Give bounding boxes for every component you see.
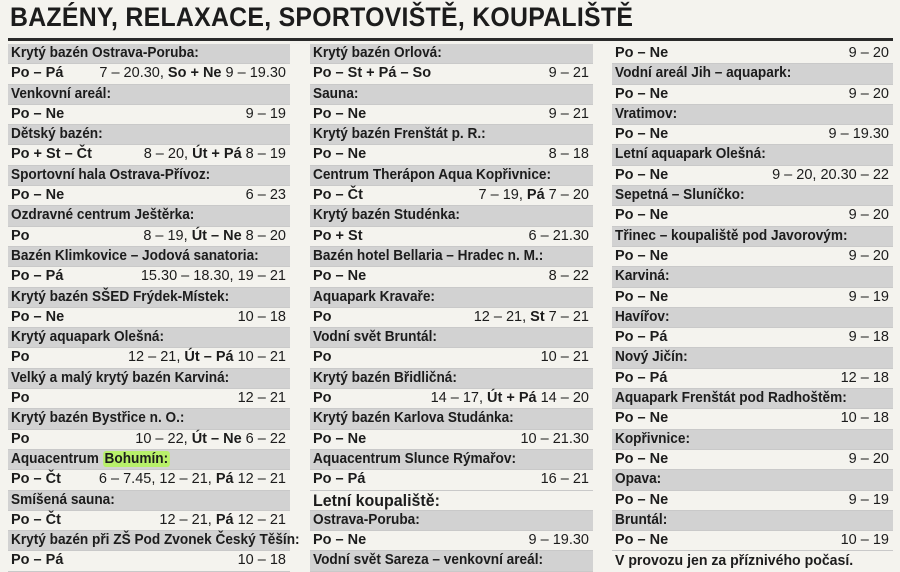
hours-value (159, 511, 286, 530)
days-label: Po – Ne (615, 288, 669, 305)
hours-value (128, 348, 286, 367)
hours-value (772, 166, 889, 185)
venue-heading (8, 369, 290, 389)
hours-value (849, 288, 889, 307)
days-label: Po – Pá (615, 369, 668, 386)
hours-row (612, 409, 893, 429)
venue-heading (612, 389, 893, 409)
days-label: Po (11, 430, 30, 447)
hours-row (310, 430, 593, 450)
venue-heading (8, 328, 290, 348)
hours-row (8, 551, 290, 571)
hours-text: 9 – 21 (548, 105, 589, 122)
days-label: Po – Ne (615, 166, 669, 183)
hours-text: 12 – 21, (159, 511, 216, 528)
venue-heading (8, 206, 290, 226)
hours-value (479, 186, 589, 205)
hours-row (612, 206, 893, 226)
venue-name: Letní aquapark Olešná: (615, 146, 766, 163)
venue-name-part: Aquacentrum (11, 450, 103, 467)
venue-name: Nový Jičín: (615, 349, 688, 366)
days-label-inline: St (530, 308, 545, 325)
venue-name: Ozdravné centrum Ještěrka: (11, 207, 195, 224)
hours-value (431, 389, 589, 408)
venue-name: Venkovní areál: (11, 85, 112, 102)
hours-text: 16 – 21 (540, 471, 589, 488)
days-label: Po – Ne (615, 491, 669, 508)
hours-value (529, 227, 589, 246)
days-label: Po – Ne (11, 105, 65, 122)
hours-row (612, 369, 893, 389)
hours-text: 14 – 20 (536, 390, 589, 407)
days-label: Po – Ne (615, 126, 669, 143)
hours-text: 9 – 19 (848, 491, 889, 508)
days-label: Po – Ne (313, 146, 367, 163)
hours-text: 10 – 18 (840, 410, 889, 427)
venue-heading (310, 288, 593, 308)
days-label: Po – Ne (11, 187, 65, 204)
footnote-text: V provozu jen za příznivého počasí. (615, 552, 854, 570)
hours-row (8, 64, 290, 84)
venue-heading (612, 267, 893, 287)
hours-text: 10 – 18 (237, 552, 286, 569)
column-right (612, 44, 893, 571)
days-label-inline: Pá (215, 511, 234, 528)
venue-name: Karviná: (615, 268, 670, 285)
hours-text: 9 – 21 (548, 65, 589, 82)
hours-text: 8 – 22 (548, 268, 589, 285)
hours-value (99, 470, 286, 489)
venue-heading (612, 64, 893, 84)
hours-row (310, 267, 593, 287)
column-middle (310, 44, 593, 572)
venue-name: Aquapark Kravaře: (313, 288, 435, 305)
venue-name: Velký a malý krytý bazén Karviná: (11, 369, 230, 386)
venue-name: Dětský bazén: (11, 126, 103, 143)
hours-text: 9 – 19 (245, 105, 286, 122)
hours-text: 14 – 17, (430, 390, 488, 407)
hours-value (246, 186, 286, 205)
days-label: Po (11, 227, 30, 244)
hours-value (99, 64, 286, 83)
venue-name: Krytý bazén Frenštát p. R.: (313, 126, 486, 143)
hours-value (549, 64, 589, 83)
hours-value (849, 85, 889, 104)
venue-name: Krytý bazén při ZŠ Pod Zvonek Český Těšín: (11, 532, 300, 549)
hours-row (8, 308, 290, 328)
venue-name: Krytý bazén Břidličná: (313, 369, 457, 386)
hours-text: 7 – 21 (544, 308, 589, 325)
days-label: Po – Čt (313, 187, 363, 204)
days-label: Po – Ne (615, 207, 669, 224)
venue-heading (310, 409, 593, 429)
hours-text: 9 – 20 (848, 207, 889, 224)
days-label: Po – Ne (615, 410, 669, 427)
hours-value (849, 491, 889, 510)
venue-name: Krytý bazén Karlova Studánka: (313, 410, 514, 427)
venue-heading (310, 450, 593, 470)
hours-value (238, 308, 286, 327)
hours-value (541, 348, 589, 367)
hours-text: 10 – 21 (540, 349, 589, 366)
hours-value (849, 328, 889, 347)
venue-heading (310, 247, 593, 267)
venue-name: Centrum Therápon Aqua Kopřivnice: (313, 166, 552, 183)
venue-name: Vratimov: (615, 105, 678, 122)
hours-text: 9 – 20 (848, 85, 889, 102)
hours-text: 9 – 19.30 (528, 532, 589, 549)
hours-row (310, 105, 593, 125)
days-label: Po – Ne (313, 430, 367, 447)
venue-name: Sportovní hala Ostrava-Přívoz: (11, 166, 211, 183)
hours-text: 10 – 18 (237, 308, 286, 325)
days-label-inline: So + Ne (167, 65, 222, 82)
hours-row (310, 227, 593, 247)
days-label: Po – Ne (615, 450, 669, 467)
hours-value (841, 531, 889, 550)
hours-row (310, 308, 593, 328)
hours-value (849, 247, 889, 266)
venue-heading (310, 369, 593, 389)
hours-text: 7 – 20.30, (99, 65, 168, 82)
venue-name: Aquacentrum Slunce Rýmařov: (313, 450, 516, 467)
title-divider (8, 38, 893, 41)
hours-value (849, 206, 889, 225)
venue-heading (612, 308, 893, 328)
hours-text: 12 – 21, (473, 308, 531, 325)
venue-name: Letní koupaliště: (313, 490, 440, 510)
hours-value (849, 44, 889, 63)
days-label: Po – Ne (615, 45, 669, 61)
venue-heading (612, 348, 893, 368)
hours-value (246, 105, 286, 124)
days-label: Po – Ne (11, 308, 65, 325)
hours-value (849, 450, 889, 469)
hours-value (549, 105, 589, 124)
hours-text: 9 – 19 (848, 288, 889, 305)
hours-value (841, 409, 889, 428)
hours-row (8, 186, 290, 206)
venue-heading (310, 125, 593, 145)
hours-text: 12 – 21 (237, 390, 286, 407)
hours-row (612, 85, 893, 105)
venue-heading (612, 430, 893, 450)
venue-heading (8, 166, 290, 186)
venue-heading (612, 105, 893, 125)
page-title: BAZÉNY, RELAXACE, SPORTOVIŠTĚ, KOUPALIŠTĚ (10, 2, 634, 32)
hours-value (529, 531, 589, 550)
days-label: Po – Ne (313, 532, 367, 549)
hours-text: 12 – 21, (127, 349, 185, 366)
days-label: Po – Pá (313, 471, 366, 488)
venue-heading (8, 85, 290, 105)
days-label: Po – Ne (615, 247, 669, 264)
hours-text: 10 – 21.30 (520, 430, 589, 447)
venue-heading (310, 85, 593, 105)
hours-text: 8 – 19, (143, 227, 192, 244)
hours-row (310, 348, 593, 368)
hours-row (8, 267, 290, 287)
hours-row (310, 470, 593, 490)
venue-name: Krytý bazén Bystřice n. O.: (11, 410, 185, 427)
hours-value (829, 125, 889, 144)
footnote (612, 551, 893, 570)
hours-value (549, 145, 589, 164)
hours-text: 9 – 20 (848, 45, 889, 61)
hours-text: 12 – 18 (840, 369, 889, 386)
days-label: Po – St + Pá – So (313, 65, 432, 82)
hours-row (612, 531, 893, 551)
hours-value (841, 369, 889, 388)
hours-row (8, 389, 290, 409)
venue-name: Bazén Klimkovice – Jodová sanatoria: (11, 247, 259, 264)
hours-value (541, 470, 589, 489)
days-label-inline: Pá (526, 187, 545, 204)
days-label: Po (313, 349, 332, 366)
hours-value (135, 430, 286, 449)
venue-name (11, 450, 170, 469)
days-label-inline: Út + Pá (487, 390, 537, 407)
days-label: Po (313, 308, 332, 325)
hours-row (310, 145, 593, 165)
hours-row (8, 430, 290, 450)
venue-name: Kopřivnice: (615, 430, 690, 447)
days-label: Po (11, 390, 30, 407)
hours-row (612, 288, 893, 308)
venue-heading (8, 125, 290, 145)
venue-heading (8, 531, 300, 551)
days-label: Po + St – Čt (11, 146, 92, 163)
venue-heading (612, 186, 893, 206)
days-label: Po – Ne (615, 532, 669, 549)
hours-row (612, 166, 893, 186)
hours-row (612, 491, 893, 511)
venue-name: Opava: (615, 471, 662, 488)
venue-heading (310, 328, 593, 348)
days-label-inline: Út – Pá (184, 349, 234, 366)
hours-text: 9 – 20, 20.30 – 22 (772, 166, 889, 183)
venue-name: Vodní svět Bruntál: (313, 329, 437, 346)
venue-name: Krytý bazén Studénka: (313, 207, 460, 224)
venue-heading (310, 166, 593, 186)
hours-row (8, 511, 290, 531)
venue-name: Třinec – koupaliště pod Javorovým: (615, 227, 848, 244)
venue-heading (612, 145, 893, 165)
venue-name: Krytý aquapark Olešná: (11, 329, 165, 346)
hours-text: 9 – 19.30 (221, 65, 286, 82)
hours-row (310, 186, 593, 206)
days-label: Po – Čt (11, 471, 61, 488)
days-label: Po + St (313, 227, 363, 244)
venue-name: Bazén hotel Bellaria – Hradec n. M.: (313, 247, 544, 264)
days-label: Po – Pá (11, 268, 64, 285)
venue-heading (310, 551, 593, 571)
hours-text: 12 – 21 (233, 471, 286, 488)
hours-row (8, 145, 290, 165)
hours-text: 8 – 20 (241, 227, 286, 244)
hours-row (310, 64, 593, 84)
hours-value (141, 267, 286, 286)
days-label: Po – Ne (615, 85, 669, 102)
venue-name: Krytý bazén Ostrava-Poruba: (11, 45, 199, 61)
hours-text: 9 – 20 (848, 450, 889, 467)
hours-row (612, 44, 893, 64)
venue-name: Aquapark Frenštát pod Radhoštěm: (615, 390, 847, 407)
venue-name: Krytý bazén Orlová: (313, 45, 442, 61)
venue-heading (612, 511, 893, 531)
hours-row (8, 105, 290, 125)
hours-text: 7 – 20 (544, 187, 589, 204)
hours-text: 7 – 19, (478, 187, 527, 204)
section-heading (310, 491, 593, 511)
hours-row (612, 125, 893, 145)
hours-value (238, 551, 286, 570)
hours-value (474, 308, 589, 327)
days-label: Po – Pá (11, 552, 64, 569)
days-label-inline: Út + Pá (192, 146, 242, 163)
hours-text: 8 – 18 (548, 146, 589, 163)
days-label-inline: Út – Ne (191, 430, 242, 447)
venue-name: Vodní areál Jih – aquapark: (615, 65, 792, 82)
venue-heading (8, 491, 290, 511)
venue-name: Krytý bazén SŠED Frýdek-Místek: (11, 288, 230, 305)
hours-text: 6 – 21.30 (528, 227, 589, 244)
hours-text: 12 – 21 (233, 511, 286, 528)
hours-value (549, 267, 589, 286)
venue-name: Ostrava-Poruba: (313, 511, 420, 528)
highlighted-text: Bohumín: (104, 450, 169, 467)
days-label-inline: Pá (215, 471, 234, 488)
hours-value (238, 389, 286, 408)
venue-name: Smíšená sauna: (11, 491, 115, 508)
days-label: Po (11, 349, 30, 366)
venue-heading (8, 44, 290, 64)
hours-row (612, 247, 893, 267)
venue-name: Vodní svět Sareza – venkovní areál: (313, 552, 544, 569)
hours-value (520, 430, 589, 449)
hours-text: 9 – 19.30 (828, 126, 889, 143)
hours-value (143, 227, 286, 246)
venue-heading (8, 409, 290, 429)
venue-heading (8, 247, 290, 267)
venue-heading (612, 470, 893, 490)
column-left (8, 44, 300, 572)
hours-text: 8 – 20, (143, 146, 193, 163)
venue-name: Bruntál: (615, 511, 668, 528)
hours-row (8, 227, 290, 247)
venue-heading (310, 44, 593, 64)
days-label: Po (313, 390, 332, 407)
venue-heading (8, 450, 290, 470)
days-label: Po – Pá (11, 65, 64, 82)
venue-heading (8, 288, 290, 308)
hours-value (144, 145, 286, 164)
hours-text: 8 – 19 (241, 146, 286, 163)
hours-text: 15.30 – 18.30, 19 – 21 (140, 268, 286, 285)
venue-name: Sepetná – Sluníčko: (615, 187, 745, 204)
venue-heading (310, 206, 593, 226)
venue-heading (310, 511, 593, 531)
days-label: Po – Ne (313, 105, 367, 122)
hours-text: 10 – 21 (233, 349, 286, 366)
hours-row (8, 348, 290, 368)
hours-text: 10 – 19 (840, 532, 889, 549)
hours-row (310, 531, 593, 551)
hours-row (310, 389, 593, 409)
days-label: Po – Čt (11, 511, 61, 528)
hours-row (612, 328, 893, 348)
venue-name: Havířov: (615, 308, 670, 325)
hours-text: 6 – 22 (241, 430, 286, 447)
hours-text: 9 – 20 (848, 247, 889, 264)
venue-heading (612, 227, 893, 247)
days-label: Po – Pá (615, 329, 668, 346)
hours-text: 6 – 7.45, 12 – 21, (98, 471, 216, 488)
days-label: Po – Ne (313, 268, 367, 285)
venue-name: Sauna: (313, 85, 359, 102)
hours-row (8, 470, 290, 490)
hours-text: 9 – 18 (848, 329, 889, 346)
hours-text: 6 – 23 (245, 187, 286, 204)
hours-text: 10 – 22, (135, 430, 192, 447)
hours-row (612, 450, 893, 470)
days-label-inline: Út – Ne (191, 227, 242, 244)
